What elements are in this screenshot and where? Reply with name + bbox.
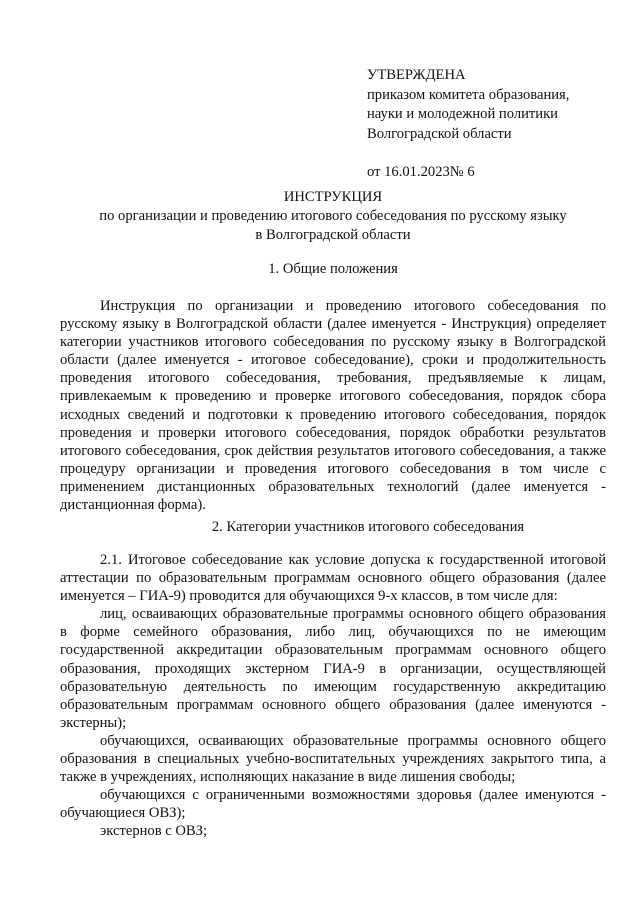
paragraph: лиц, осваивающих образовательные программы основного общего образования в форме семейного образования, либо лиц, обучающихся по не имеющим государственной аккредитации образовательным программам основного общего образования, проходящих экстерном ГИА-9 в организации, осуществляющей образовательную деятельность по имеющим государственную аккредитацию образовательным программам основного общего образования (далее именуются - экстерны); bbox=[60, 606, 606, 731]
title-subtitle-1: по организации и проведению итогового собеседования по русскому языку bbox=[99, 208, 567, 224]
section-2-heading: 2. Категории участников итогового собеседования bbox=[211, 519, 525, 535]
paragraph: Инструкция по организации и проведению итогового собеседования по русскому языку в Волгоградской области (далее именуется - Инструкция) определяет категории участников итогового собеседования по русскому языку в Волгоградской области (далее именуется - итоговое собеседование), сроки и продолжительность проведения итогового собеседования, требования, предъявляемые к лицам, привлекаемым к проведению и проверке итогового собеседования, порядок сбора исходных сведений и подготовки к проведению итогового собеседования, порядок проведения и проверки итогового собеседования, порядок обработки результатов итогового собеседования, срок действия результатов итогового собеседования, а также процедуру организации и проведения итогового собеседования в том числе с применением дистанционных образовательных технологий (далее именуется - дистанционная форма). bbox=[60, 298, 606, 514]
paragraph: экстернов с ОВЗ; bbox=[100, 823, 208, 840]
approval-date: от 16.01.2023№ 6 bbox=[367, 164, 475, 180]
paragraph: обучающихся, осваивающих образовательные программы основного общего образования в специальных учебно-воспитательных учреждениях закрытого типа, а также в учреждениях, исполняющих наказание в виде лишения свободы; bbox=[60, 732, 606, 786]
paragraph: обучающихся с ограниченными возможностями здоровья (далее именуются - обучающиеся ОВЗ); bbox=[60, 787, 606, 822]
paragraph: 2.1. Итоговое собеседование как условие допуска к государственной итоговой аттестации по образовательным программам основного общего образования (далее именуется – ГИА-9) проводится для обучающихся 9-х классов, в том числе для: bbox=[60, 552, 606, 605]
title-subtitle-2: в Волгоградской области bbox=[255, 227, 411, 243]
approval-status: УТВЕРЖДЕНА bbox=[367, 67, 466, 83]
section-2-body bbox=[60, 551, 606, 841]
section-1-heading: 1. Общие положения bbox=[268, 261, 398, 277]
title-heading: ИНСТРУКЦИЯ bbox=[283, 189, 383, 205]
document-title bbox=[60, 188, 606, 245]
approval-line-1: приказом комитета образования, bbox=[367, 86, 570, 103]
approval-stamp bbox=[367, 66, 617, 183]
approval-line-2: науки и молодежной политики bbox=[367, 106, 558, 122]
section-1-body bbox=[60, 297, 606, 514]
approval-line-3: Волгоградской области bbox=[367, 125, 512, 142]
